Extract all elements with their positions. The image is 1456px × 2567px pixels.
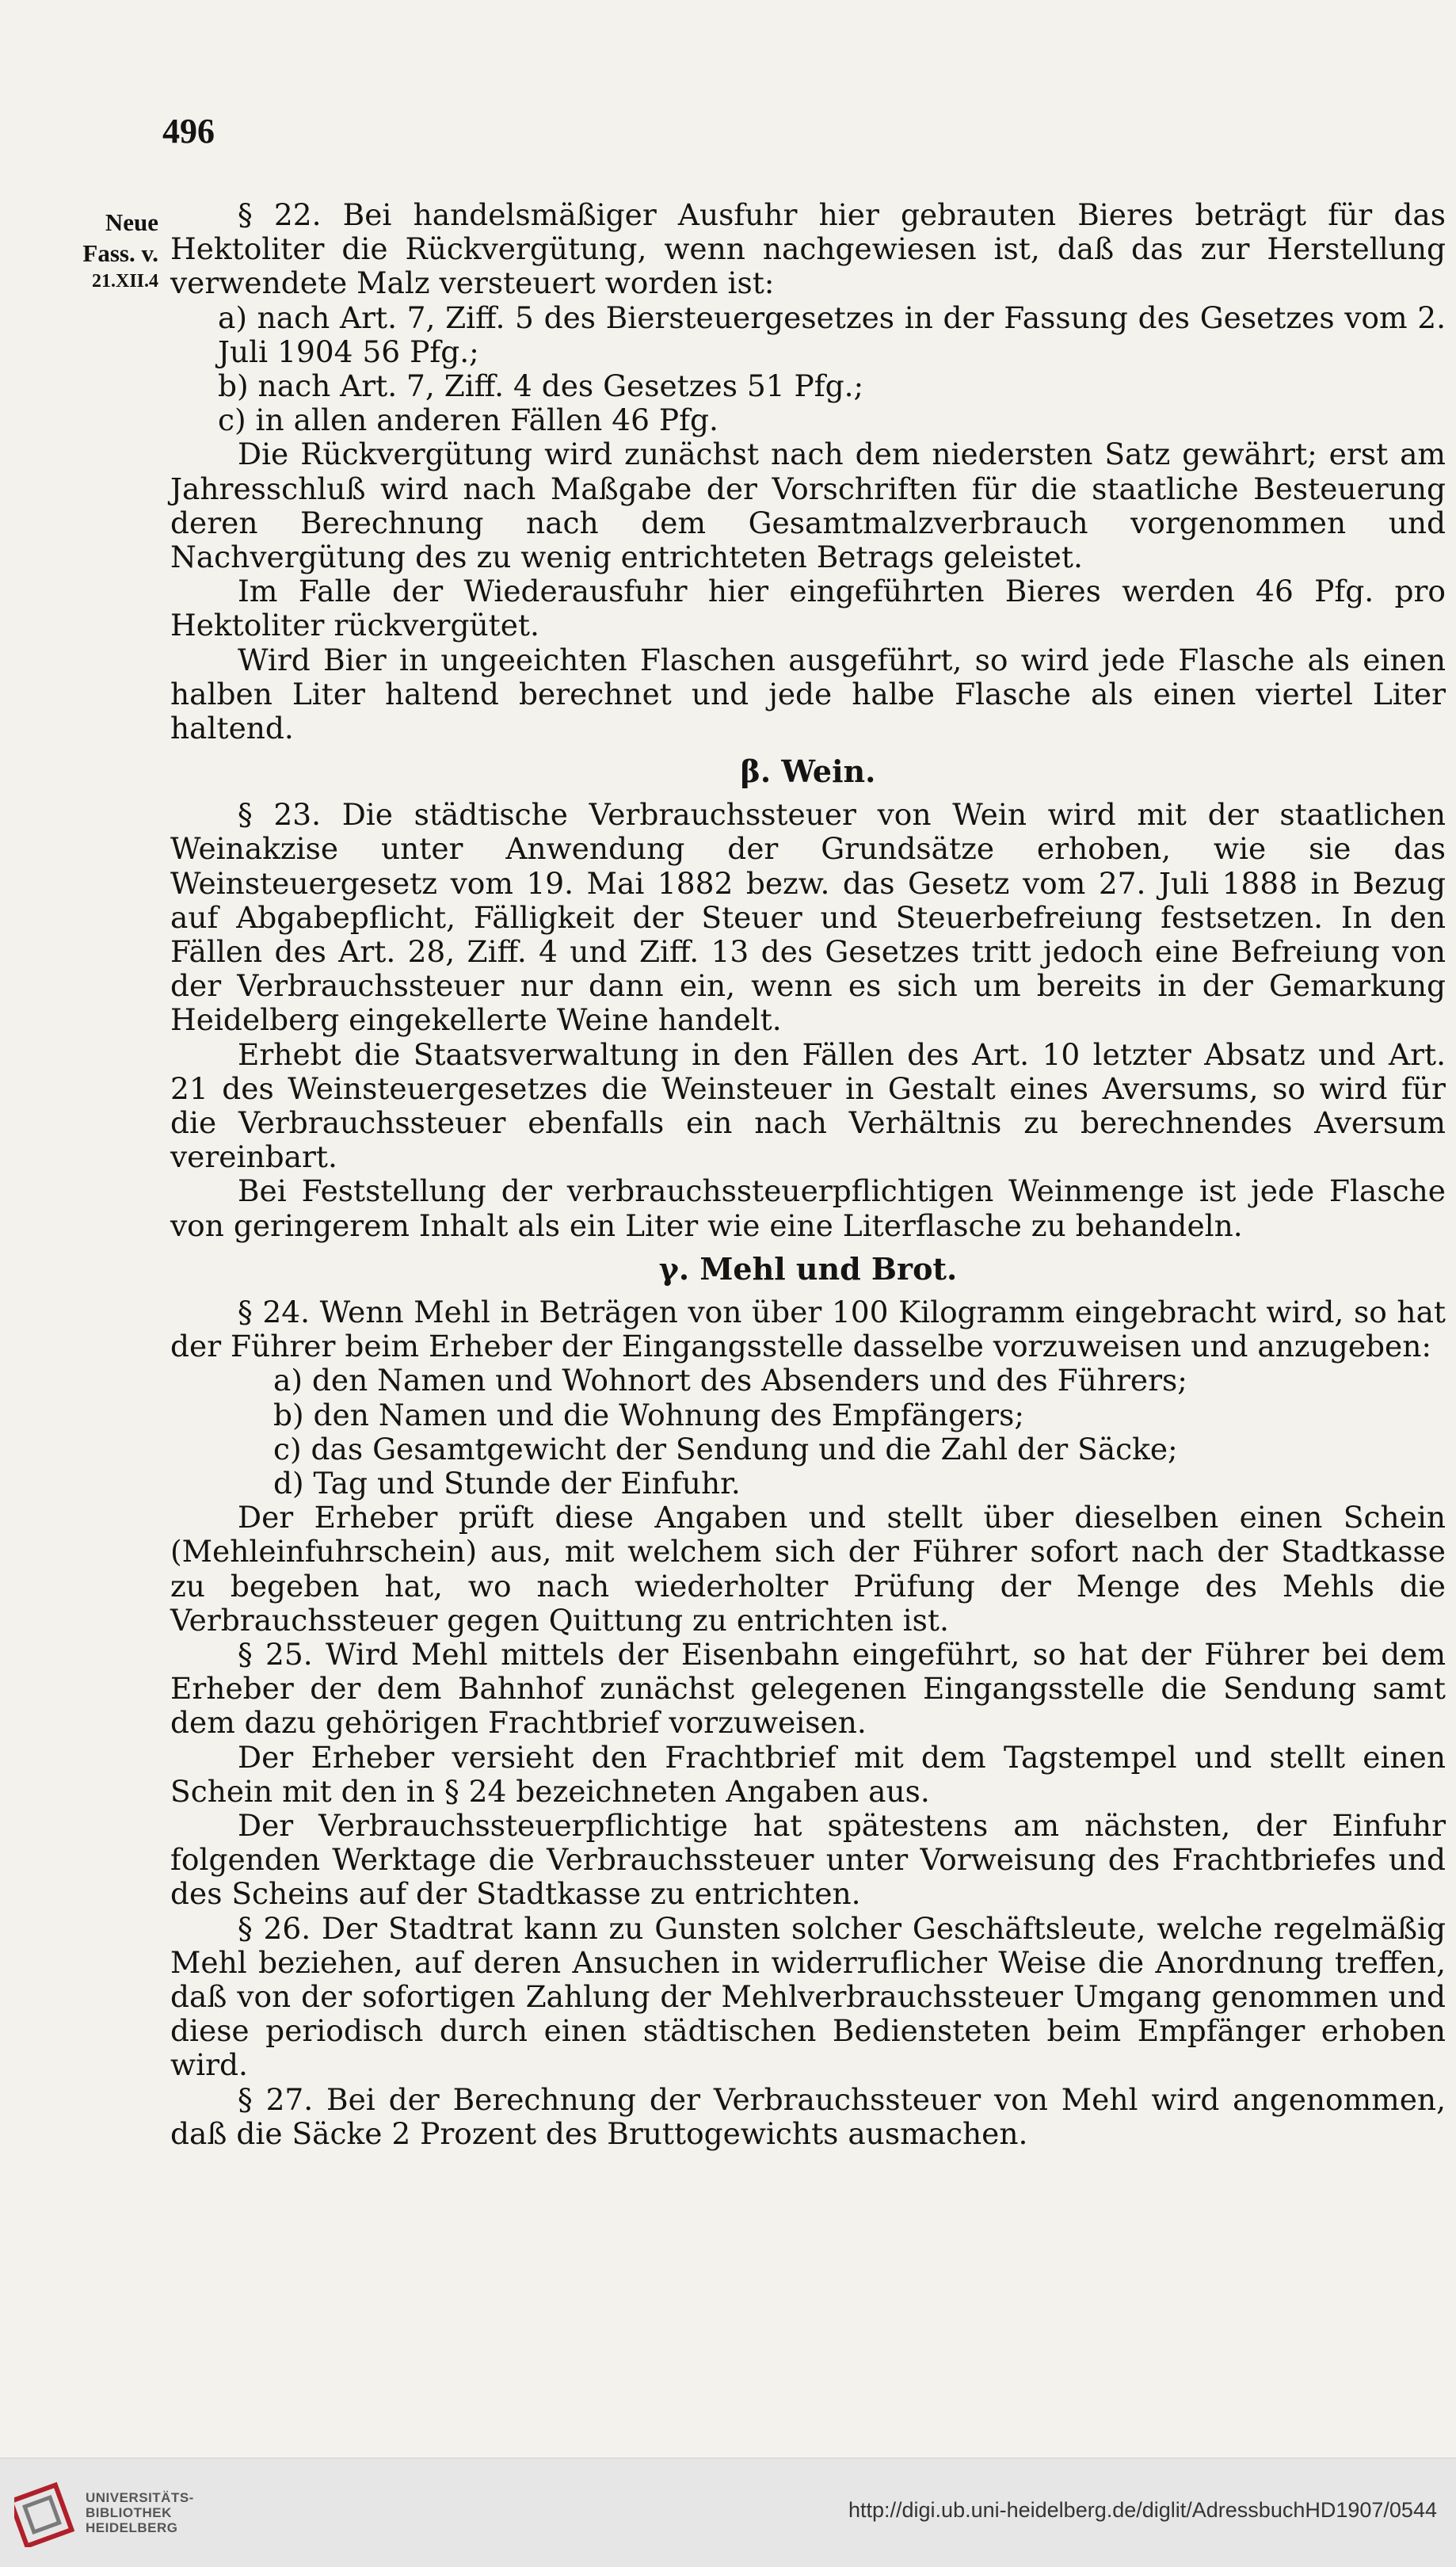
paragraph: Erhebt die Staatsverwaltung in den Fällen des Art. 10 letzter Absatz und Art. 21 des Weinsteuergesetzes die Weinsteuer in Gestalt eines Aversums, so wird für die Verbrauchssteuer ebenfalls ein nach Verhältnis zu berechnendes Aversum vereinbart. [170, 1036, 1446, 1175]
paragraph: Der Erheber versieht den Frachtbrief mit dem Tagstempel und stellt einen Schein mit den in § 24 bezeichneten Angaben aus. [170, 1739, 1446, 1809]
viewer-footer [0, 2458, 1456, 2567]
library-name-line: BIBLIOTHEK [86, 2505, 172, 2520]
paragraph: Im Falle der Wiederausfuhr hier eingeführten Bieres werden 46 Pfg. pro Hektoliter rückvergütet. [170, 574, 1446, 643]
margin-note-line: Fass. v. [82, 238, 158, 267]
paragraph: Bei Feststellung der verbrauchssteuerpflichtigen Weinmenge ist jede Flasche von geringerem Inhalt als ein Liter wie eine Literflasche zu behandeln. [170, 1173, 1446, 1243]
paragraph-26: § 26. Der Stadtrat kann zu Gunsten solcher Geschäftsleute, welche regelmäßig Mehl beziehen, auf deren Ansuchen in widerruflicher Weise die Anordnung treffen, daß von der sofortigen Zahlung der Mehlverbrauchssteuer Umgang genommen und diese periodisch durch einen städtischen Bediensteten beim Empfänger erhoben wird. [170, 1910, 1446, 2083]
library-name-line: HEIDELBERG [86, 2520, 178, 2535]
paragraph-27: § 27. Bei der Berechnung der Verbrauchssteuer von Mehl wird angenommen, daß die Säcke 2 Prozent des Bruttogewichts ausmachen. [170, 2081, 1446, 2151]
paragraph: Der Erheber prüft diese Angaben und stellt über dieselben einen Schein (Mehleinfuhrschein) aus, mit welchem sich der Führer sofort nach der Stadtkasse zu begeben hat, wo nach wiederholter Prüfung der Menge des Mehls die Verbrauchssteuer gegen Quittung zu entrichten ist. [170, 1500, 1446, 1638]
paragraph-22: § 22. Bei handelsmäßiger Ausfuhr hier gebrauten Bieres beträgt für das Hektoliter die Rückvergütung, wenn nachgewiesen ist, daß das zur Herstellung verwendete Malz versteuert worden ist: [170, 197, 1446, 301]
section-heading-mehl-und-brot: γ. Mehl und Brot. [658, 1250, 958, 1287]
university-library-logo-icon [14, 2476, 78, 2547]
paragraph-24: § 24. Wenn Mehl in Beträgen von über 100 Kilogramm eingebracht wird, so hat der Führer beim Erheber der Eingangsstelle dasselbe vorzuweisen und anzugeben: [170, 1294, 1446, 1364]
paragraph: Wird Bier in ungeeichten Flaschen ausgeführt, so wird jede Flasche als einen halben Liter haltend berechnet und jede halbe Flasche als einen viertel Liter haltend. [170, 642, 1446, 746]
paragraph-23: § 23. Die städtische Verbrauchssteuer von Wein wird mit der staatlichen Weinakzise unter Anwendung der Grundsätze erhoben, wie sie das Weinsteuergesetz vom 19. Mai 1882 bezw. das Gesetz vom 27. Juli 1888 in Bezug auf Abgabepflicht, Fälligkeit der Steuer und Steuerbefreiung festsetzen. In den Fällen des Art. 28, Ziff. 4 und Ziff. 13 des Gesetzes tritt jedoch eine Befreiung von der Verbrauchssteuer nur dann ein, wenn es sich um bereits in der Gemarkung Heidelberg eingekellerte Weine handelt. [170, 797, 1446, 1038]
list-item: c) das Gesamtgewicht der Sendung und die Zahl der Säcke; [273, 1431, 1178, 1467]
list-item: a) den Namen und Wohnort des Absenders und des Führers; [273, 1363, 1187, 1398]
section-heading-wein: β. Wein. [740, 753, 876, 790]
margin-note-line: 21.XII.4 [91, 270, 158, 292]
list-item: d) Tag und Stunde der Einfuhr. [273, 1465, 741, 1501]
list-item: c) in allen anderen Fällen 46 Pfg. [218, 402, 718, 438]
list-item: a) nach Art. 7, Ziff. 5 des Biersteuergesetzes in der Fassung des Gesetzes vom 2. Juli 1904 56 Pfg.; [218, 299, 1446, 369]
body-text [170, 198, 1446, 2151]
list-item: b) den Namen und die Wohnung des Empfängers; [273, 1397, 1024, 1432]
library-name [86, 2490, 194, 2535]
margin-note [32, 208, 158, 293]
page-number: 496 [162, 112, 215, 151]
paragraph-25: § 25. Wird Mehl mittels der Eisenbahn eingeführt, so hat der Führer bei dem Erheber der dem Bahnhof zunächst gelegenen Eingangsstelle die Sendung samt dem dazu gehörigen Frachtbrief vorzuweisen. [170, 1636, 1446, 1741]
paragraph: Die Rückvergütung wird zunächst nach dem niedersten Satz gewährt; erst am Jahresschluß wird nach Maßgabe der Vorschriften für die staatliche Besteuerung deren Berechnung nach dem Gesamtmalzverbrauch vorgenommen und Nachvergütung des zu wenig entrichteten Betrags geleistet. [170, 437, 1446, 575]
list-item: b) nach Art. 7, Ziff. 4 des Gesetzes 51 Pfg.; [218, 368, 864, 404]
library-name-line: UNIVERSITÄTS- [86, 2490, 194, 2505]
paragraph: Der Verbrauchssteuerpflichtige hat spätestens am nächsten, der Einfuhr folgenden Werktage die Verbrauchssteuer unter Vorweisung des Frachtbriefes und des Scheins auf der Stadtkasse zu entrichten. [170, 1807, 1446, 1912]
permalink-url[interactable]: http://digi.ub.uni-heidelberg.de/diglit/AdressbuchHD1907/0544 [848, 2498, 1437, 2522]
margin-note-line: Neue [105, 208, 158, 236]
